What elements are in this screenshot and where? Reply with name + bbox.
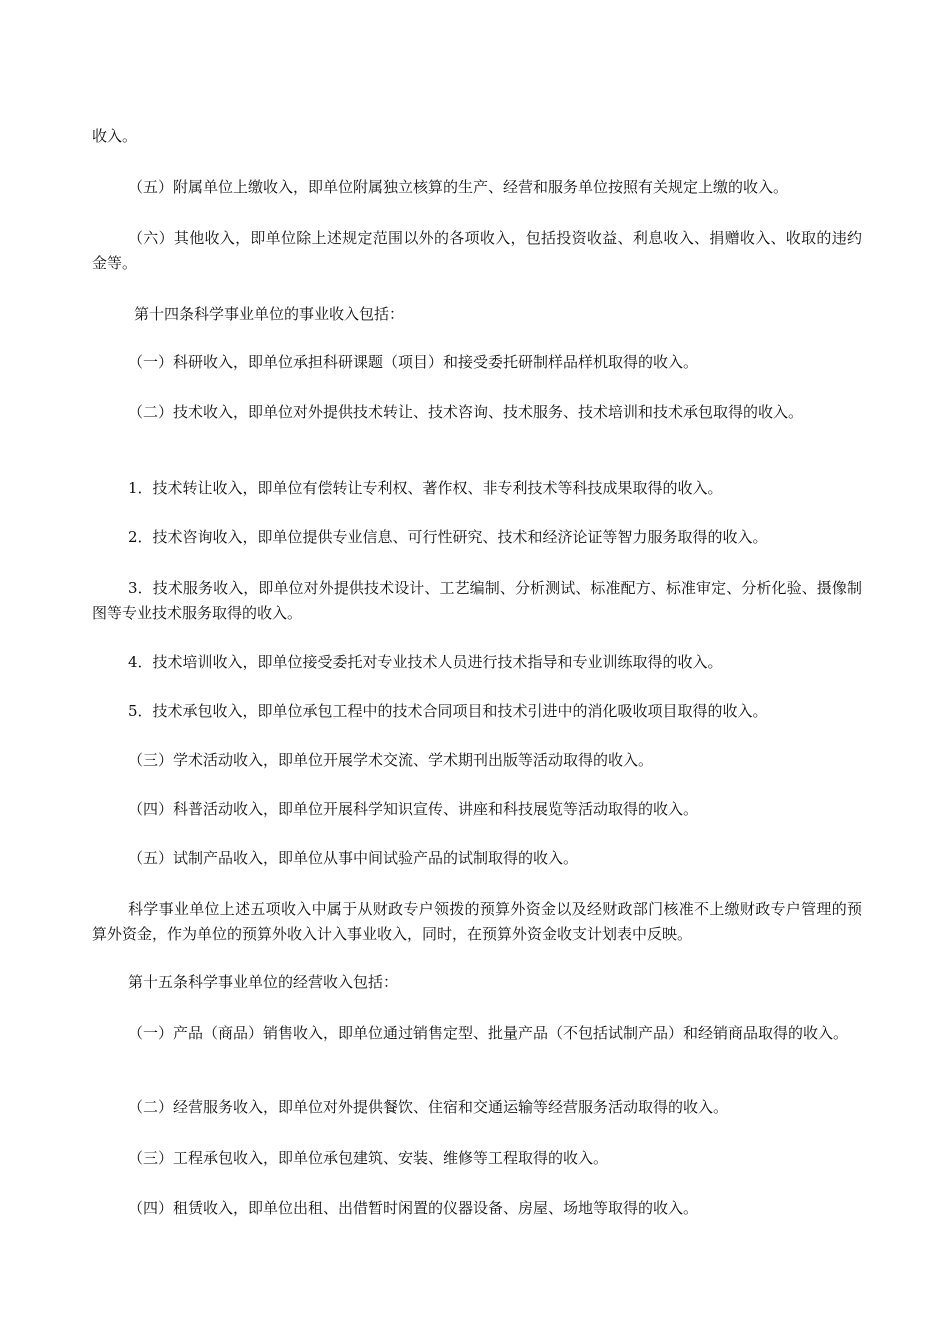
paragraph-10: 4．技术培训收入，即单位接受委托对专业技术人员进行技术指导和专业训练取得的收入。 [128, 653, 723, 671]
paragraph-6: （二）技术收入，即单位对外提供技术转让、技术咨询、技术服务、技术培训和技术承包取得的收入。 [128, 403, 804, 421]
paragraph-13: （四）科普活动收入，即单位开展科学知识宣传、讲座和科技展览等活动取得的收入。 [128, 800, 699, 818]
paragraph-11: 5．技术承包收入，即单位承包工程中的技术合同项目和技术引进中的消化吸收项目取得的收入。 [128, 702, 768, 720]
paragraph-1: 收入。 [92, 127, 138, 145]
paragraph-12: （三）学术活动收入，即单位开展学术交流、学术期刊出版等活动取得的收入。 [128, 751, 654, 769]
paragraph-2: （五）附属单位上缴收入，即单位附属独立核算的生产、经营和服务单位按照有关规定上缴的收入。 [128, 178, 789, 196]
paragraph-9: 3．技术服务收入，即单位对外提供技术设计、工艺编制、分析测试、标准配方、标准审定、分析化验、摄像制图等专业技术服务取得的收入。 [92, 579, 862, 622]
paragraph-4: 第十四条科学事业单位的事业收入包括： [134, 305, 405, 323]
paragraph-17: （一）产品（商品）销售收入，即单位通过销售定型、批量产品（不包括试制产品）和经销商品取得的收入。 [128, 1024, 849, 1042]
paragraph-7: 1．技术转让收入，即单位有偿转让专利权、著作权、非专利技术等科技成果取得的收入。 [128, 479, 723, 497]
paragraph-18: （二）经营服务收入，即单位对外提供餐饮、住宿和交通运输等经营服务活动取得的收入。 [128, 1098, 729, 1116]
paragraph-14: （五）试制产品收入，即单位从事中间试验产品的试制取得的收入。 [128, 849, 579, 867]
paragraph-19: （三）工程承包收入，即单位承包建筑、安装、维修等工程取得的收入。 [128, 1149, 609, 1167]
paragraph-3: （六）其他收入，即单位除上述规定范围以外的各项收入，包括投资收益、利息收入、捐赠收入、收取的违约金等。 [92, 229, 862, 272]
paragraph-16: 第十五条科学事业单位的经营收入包括： [128, 973, 399, 991]
paragraph-20: （四）租赁收入，即单位出租、出借暂时闲置的仪器设备、房屋、场地等取得的收入。 [128, 1199, 699, 1217]
paragraph-15: 科学事业单位上述五项收入中属于从财政专户领拨的预算外资金以及经财政部门核准不上缴财政专户管理的预算外资金，作为单位的预算外收入计入事业收入，同时，在预算外资金收支计划表中反映。 [92, 900, 862, 943]
paragraph-8: 2．技术咨询收入，即单位提供专业信息、可行性研究、技术和经济论证等智力服务取得的收入。 [128, 528, 768, 546]
paragraph-5: （一）科研收入，即单位承担科研课题（项目）和接受委托研制样品样机取得的收入。 [128, 353, 699, 371]
